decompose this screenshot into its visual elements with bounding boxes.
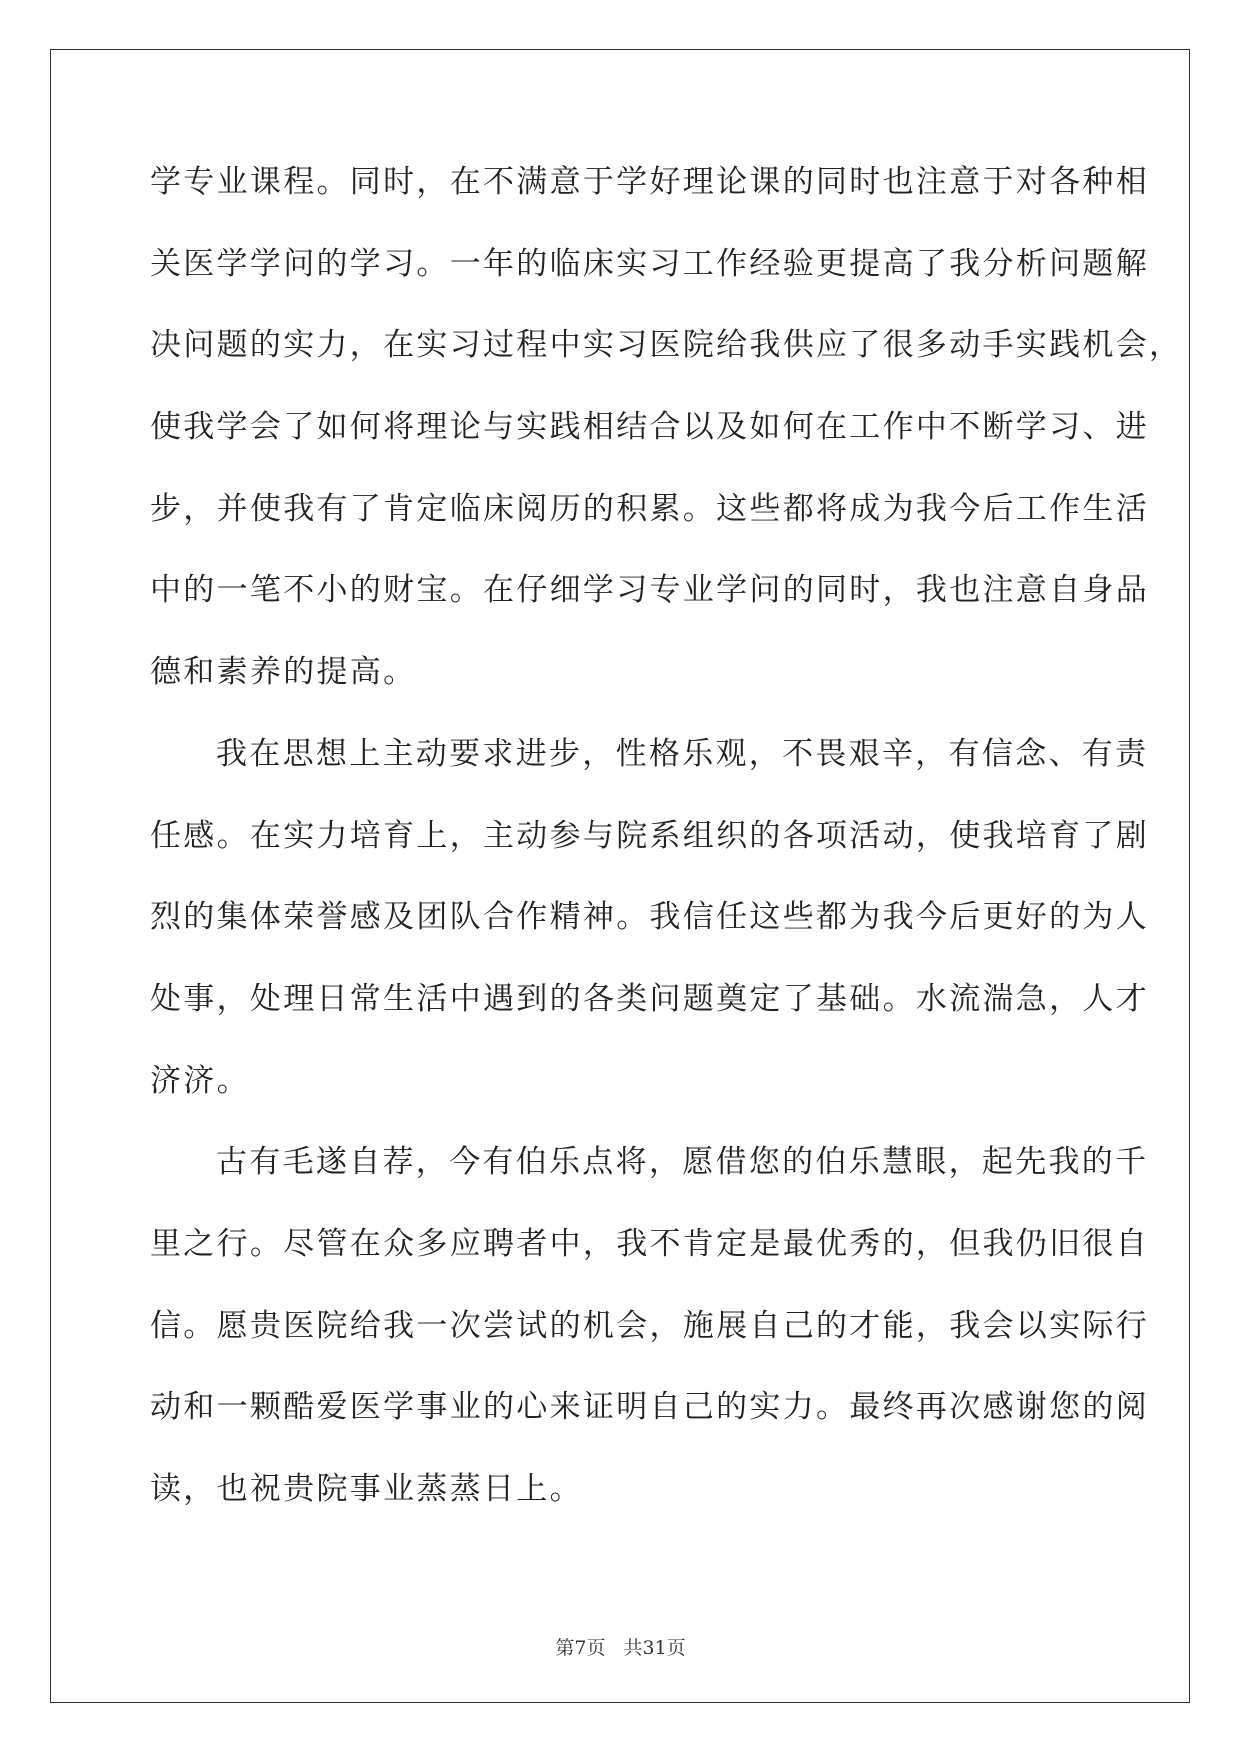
- text-line: 里之行。尽管在众多应聘者中，我不肯定是最优秀的，但我仍旧很自: [150, 1225, 1149, 1262]
- text-line: 步，并使我有了肯定临床阅历的积累。这些都将成为我今后工作生活: [150, 490, 1149, 527]
- text-line: 使我学会了如何将理论与实践相结合以及如何在工作中不断学习、进: [150, 409, 1149, 446]
- text-line: 处事，处理日常生活中遇到的各类问题奠定了基础。水流湍急，人才: [150, 980, 1149, 1017]
- text-line: 学专业课程。同时，在不满意于学好理论课的同时也注意于对各种相: [150, 164, 1149, 200]
- text-line: 我在思想上主动要求进步，性格乐观，不畏艰辛，有信念、有责: [216, 735, 1149, 772]
- text-line: 决问题的实力，在实习过程中实习医院给我供应了很多动手实践机会，: [150, 327, 1183, 364]
- text-line: 德和素养的提高。: [150, 654, 417, 691]
- text-line: 中的一笔不小的财宝。在仔细学习专业学问的同时，我也注意自身品: [150, 572, 1149, 609]
- page-footer: [0, 1633, 1241, 1660]
- text-line: 读，也祝贵院事业蒸蒸日上。: [150, 1471, 583, 1507]
- document-body: [150, 158, 1183, 1547]
- page-number-current: 第7页: [555, 1637, 606, 1659]
- text-line: 古有毛遂自荐，今有伯乐点将，愿借您的伯乐慧眼，起先我的千: [216, 1144, 1149, 1181]
- text-line: 信。愿贵医院给我一次尝试的机会，施展自己的才能，我会以实际行: [150, 1307, 1149, 1344]
- page-number-total: 共31页: [623, 1637, 686, 1659]
- text-line: 烈的集体荣誉感及团队合作精神。我信任这些都为我今后更好的为人: [150, 899, 1149, 936]
- text-line: 任感。在实力培育上，主动参与院系组织的各项活动，使我培育了剧: [150, 817, 1149, 854]
- text-line: 动和一颗酷爱医学事业的心来证明自己的实力。最终再次感谢您的阅: [150, 1389, 1149, 1426]
- text-line: 济济。: [150, 1062, 250, 1099]
- text-line: 关医学学问的学习。一年的临床实习工作经验更提高了我分析问题解: [150, 245, 1149, 282]
